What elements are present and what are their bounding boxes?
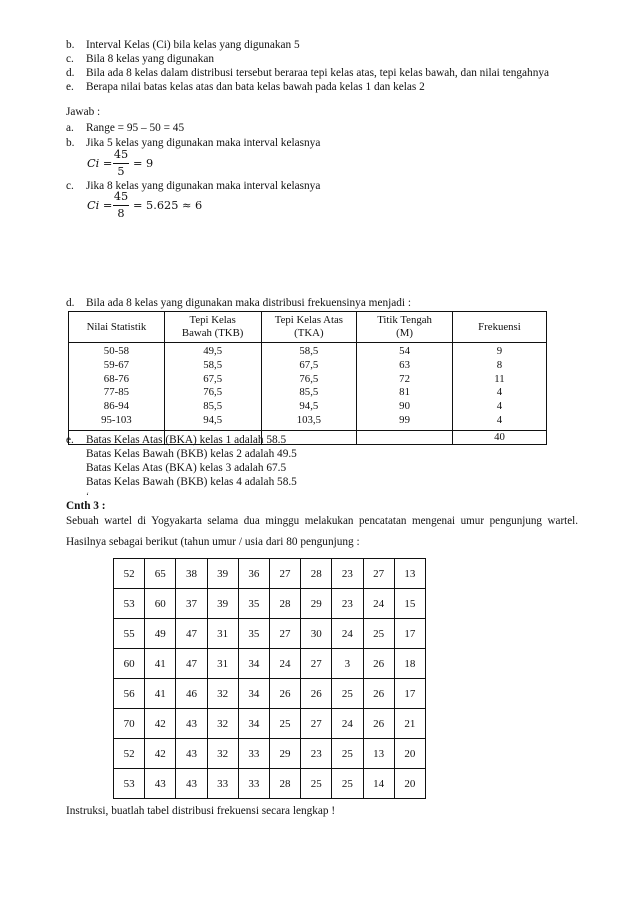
formula-c-result: = 5.625 ≈ 6: [133, 199, 203, 212]
table-cell: 25: [332, 769, 363, 799]
table-row: [114, 589, 426, 619]
table-cell: 25: [301, 769, 332, 799]
table-cell: 34: [238, 709, 269, 739]
e-line-4: Batas Kelas Bawah (BKB) kelas 4 adalah 58.5: [86, 476, 297, 488]
table-cell: 20: [394, 739, 425, 769]
table-cell: 26: [363, 709, 394, 739]
fraction-bar: [113, 205, 129, 206]
question-d: d. Bila ada 8 kelas dalam distribusi tersebut beraraa tepi kelas atas, tepi kelas bawah, dan nilai tengahnya: [66, 67, 550, 79]
example-title: Cnth 3 :: [66, 500, 106, 512]
table-cell: 28: [269, 769, 300, 799]
table-cell: 46: [176, 679, 207, 709]
table-cell: 25: [332, 679, 363, 709]
table-cell: 29: [269, 739, 300, 769]
table-cell: 29: [301, 589, 332, 619]
table-cell: 65: [145, 559, 176, 589]
table-cell: 26: [363, 649, 394, 679]
table-cell: 32: [207, 739, 238, 769]
question-e: e. Berapa nilai batas kelas atas dan bata kelas bawah pada kelas 1 dan kelas 2: [66, 81, 425, 93]
table-cell: 24: [363, 589, 394, 619]
table-cell: 41: [145, 679, 176, 709]
example-description-line1: Sebuah wartel di Yogyakarta selama dua minggu melakukan pencatatan mengenai umur pengunjung wartel.: [66, 515, 579, 527]
table-cell: 28: [301, 559, 332, 589]
table-cell: 31: [207, 649, 238, 679]
table-cell: 26: [363, 679, 394, 709]
table-cell: 23: [301, 739, 332, 769]
col-nilai-statistik: 50-58 59-67 68-76 77-85 86-94 95-103: [69, 343, 165, 431]
table-cell: 28: [269, 589, 300, 619]
table-cell: 60: [114, 649, 145, 679]
formula-b-result: = 9: [133, 157, 154, 170]
table-row: [114, 709, 426, 739]
table-cell: 26: [269, 679, 300, 709]
table-cell: 33: [207, 769, 238, 799]
table-row: [114, 559, 426, 589]
table-cell: 36: [238, 559, 269, 589]
question-b: b. Interval Kelas (Ci) bila kelas yang digunakan 5: [66, 39, 300, 51]
header-tka: Tepi Kelas Atas (TKA): [261, 312, 357, 343]
instruction-text: Instruksi, buatlah tabel distribusi frekuensi secara lengkap !: [66, 805, 336, 817]
table-cell: 41: [145, 649, 176, 679]
table-cell: 25: [269, 709, 300, 739]
table-row: [114, 769, 426, 799]
table-cell: 23: [332, 589, 363, 619]
table-cell: 30: [301, 619, 332, 649]
col-frekuensi: 9 8 11 4 4 4: [452, 343, 546, 431]
table-row: [114, 679, 426, 709]
example-description-line2: Hasilnya sebagai berikut (tahun umur / usia dari 80 pengunjung :: [66, 536, 360, 548]
table-cell: 24: [269, 649, 300, 679]
table-cell: 37: [176, 589, 207, 619]
answer-d: d. Bila ada 8 kelas yang digunakan maka distribusi frekuensinya menjadi :: [66, 297, 412, 309]
table-cell: 56: [114, 679, 145, 709]
table-cell: 70: [114, 709, 145, 739]
table-header-row: [69, 312, 547, 343]
table-row: [114, 649, 426, 679]
table-cell: 32: [207, 679, 238, 709]
table-cell: 53: [114, 589, 145, 619]
table-cell: 47: [176, 619, 207, 649]
table-cell: 47: [176, 649, 207, 679]
table-cell: 14: [363, 769, 394, 799]
formula-b-numerator: 45: [113, 148, 129, 161]
table-cell: 52: [114, 559, 145, 589]
table-cell: 42: [145, 709, 176, 739]
formula-b-lhs: Ci =: [87, 157, 113, 170]
table-cell: 39: [207, 589, 238, 619]
table-row: [114, 619, 426, 649]
table-cell: 13: [363, 739, 394, 769]
table-cell: 3: [332, 649, 363, 679]
formula-b-denominator: 5: [117, 165, 125, 178]
table-cell: 34: [238, 679, 269, 709]
table-cell: 43: [145, 769, 176, 799]
table-cell: 17: [394, 619, 425, 649]
table-row: [114, 739, 426, 769]
col-titik-tengah: 54 63 72 81 90 99: [357, 343, 453, 431]
table-cell: 39: [207, 559, 238, 589]
fraction-bar: [113, 163, 129, 164]
table-cell: 15: [394, 589, 425, 619]
e-line-2: Batas Kelas Bawah (BKB) kelas 2 adalah 49.5: [86, 448, 297, 460]
formula-c-denominator: 8: [117, 207, 125, 220]
table-cell: 27: [269, 619, 300, 649]
table-cell: 32: [207, 709, 238, 739]
table-cell: 26: [301, 679, 332, 709]
formula-c-lhs: Ci =: [87, 199, 113, 212]
table-cell: 27: [301, 649, 332, 679]
formula-c-numerator: 45: [113, 190, 129, 203]
frequency-distribution-table: [68, 311, 547, 445]
table-cell: 43: [176, 769, 207, 799]
header-frekuensi: Frekuensi: [452, 312, 546, 343]
table-cell: 49: [145, 619, 176, 649]
col-tkb: 49,5 58,5 67,5 76,5 85,5 94,5: [164, 343, 261, 431]
table-cell: 21: [394, 709, 425, 739]
table-cell: 25: [332, 739, 363, 769]
table-cell: 34: [238, 649, 269, 679]
table-cell: 35: [238, 589, 269, 619]
table-cell: 38: [176, 559, 207, 589]
table-cell: 17: [394, 679, 425, 709]
table-cell: 23: [332, 559, 363, 589]
table-cell: 24: [332, 619, 363, 649]
trailing-mark: ‘: [86, 491, 89, 501]
answer-a: a. Range = 95 – 50 = 45: [66, 122, 185, 134]
table-cell: 55: [114, 619, 145, 649]
table-cell: 35: [238, 619, 269, 649]
answer-b: b. Jika 5 kelas yang digunakan maka interval kelasnya: [66, 137, 321, 149]
table-cell: 33: [238, 769, 269, 799]
table-body-row: [69, 343, 547, 431]
header-nilai-statistik: Nilai Statistik: [69, 312, 165, 343]
table-cell: 20: [394, 769, 425, 799]
table-cell: 33: [238, 739, 269, 769]
total-frekuensi: 40: [452, 430, 546, 444]
table-cell: 24: [332, 709, 363, 739]
answer-heading: Jawab :: [66, 106, 101, 118]
question-c: c. Bila 8 kelas yang digunakan: [66, 53, 215, 65]
table-cell: 13: [394, 559, 425, 589]
table-cell: 52: [114, 739, 145, 769]
table-cell: 42: [145, 739, 176, 769]
table-cell: 25: [363, 619, 394, 649]
col-tka: 58,5 67,5 76,5 85,5 94,5 103,5: [261, 343, 357, 431]
age-data-table: [113, 558, 426, 799]
table-cell: 43: [176, 709, 207, 739]
header-titik-tengah: Titik Tengah (M): [357, 312, 453, 343]
table-cell: 43: [176, 739, 207, 769]
e-line-1: e. Batas Kelas Atas (BKA) kelas 1 adalah 58.5: [66, 434, 287, 446]
table-cell: 27: [301, 709, 332, 739]
formula-c-fraction: [113, 190, 129, 221]
formula-b-fraction: [113, 148, 129, 179]
e-line-3: Batas Kelas Atas (BKA) kelas 3 adalah 67.5: [86, 462, 287, 474]
table-cell: 27: [363, 559, 394, 589]
table-cell: 60: [145, 589, 176, 619]
table-cell: 53: [114, 769, 145, 799]
table-cell: 18: [394, 649, 425, 679]
total-empty-cell: [357, 430, 453, 444]
answer-c: c. Jika 8 kelas yang digunakan maka interval kelasnya: [66, 180, 321, 192]
age-table-body: [114, 559, 426, 799]
header-tkb: Tepi Kelas Bawah (TKB): [164, 312, 261, 343]
table-cell: 27: [269, 559, 300, 589]
table-cell: 31: [207, 619, 238, 649]
